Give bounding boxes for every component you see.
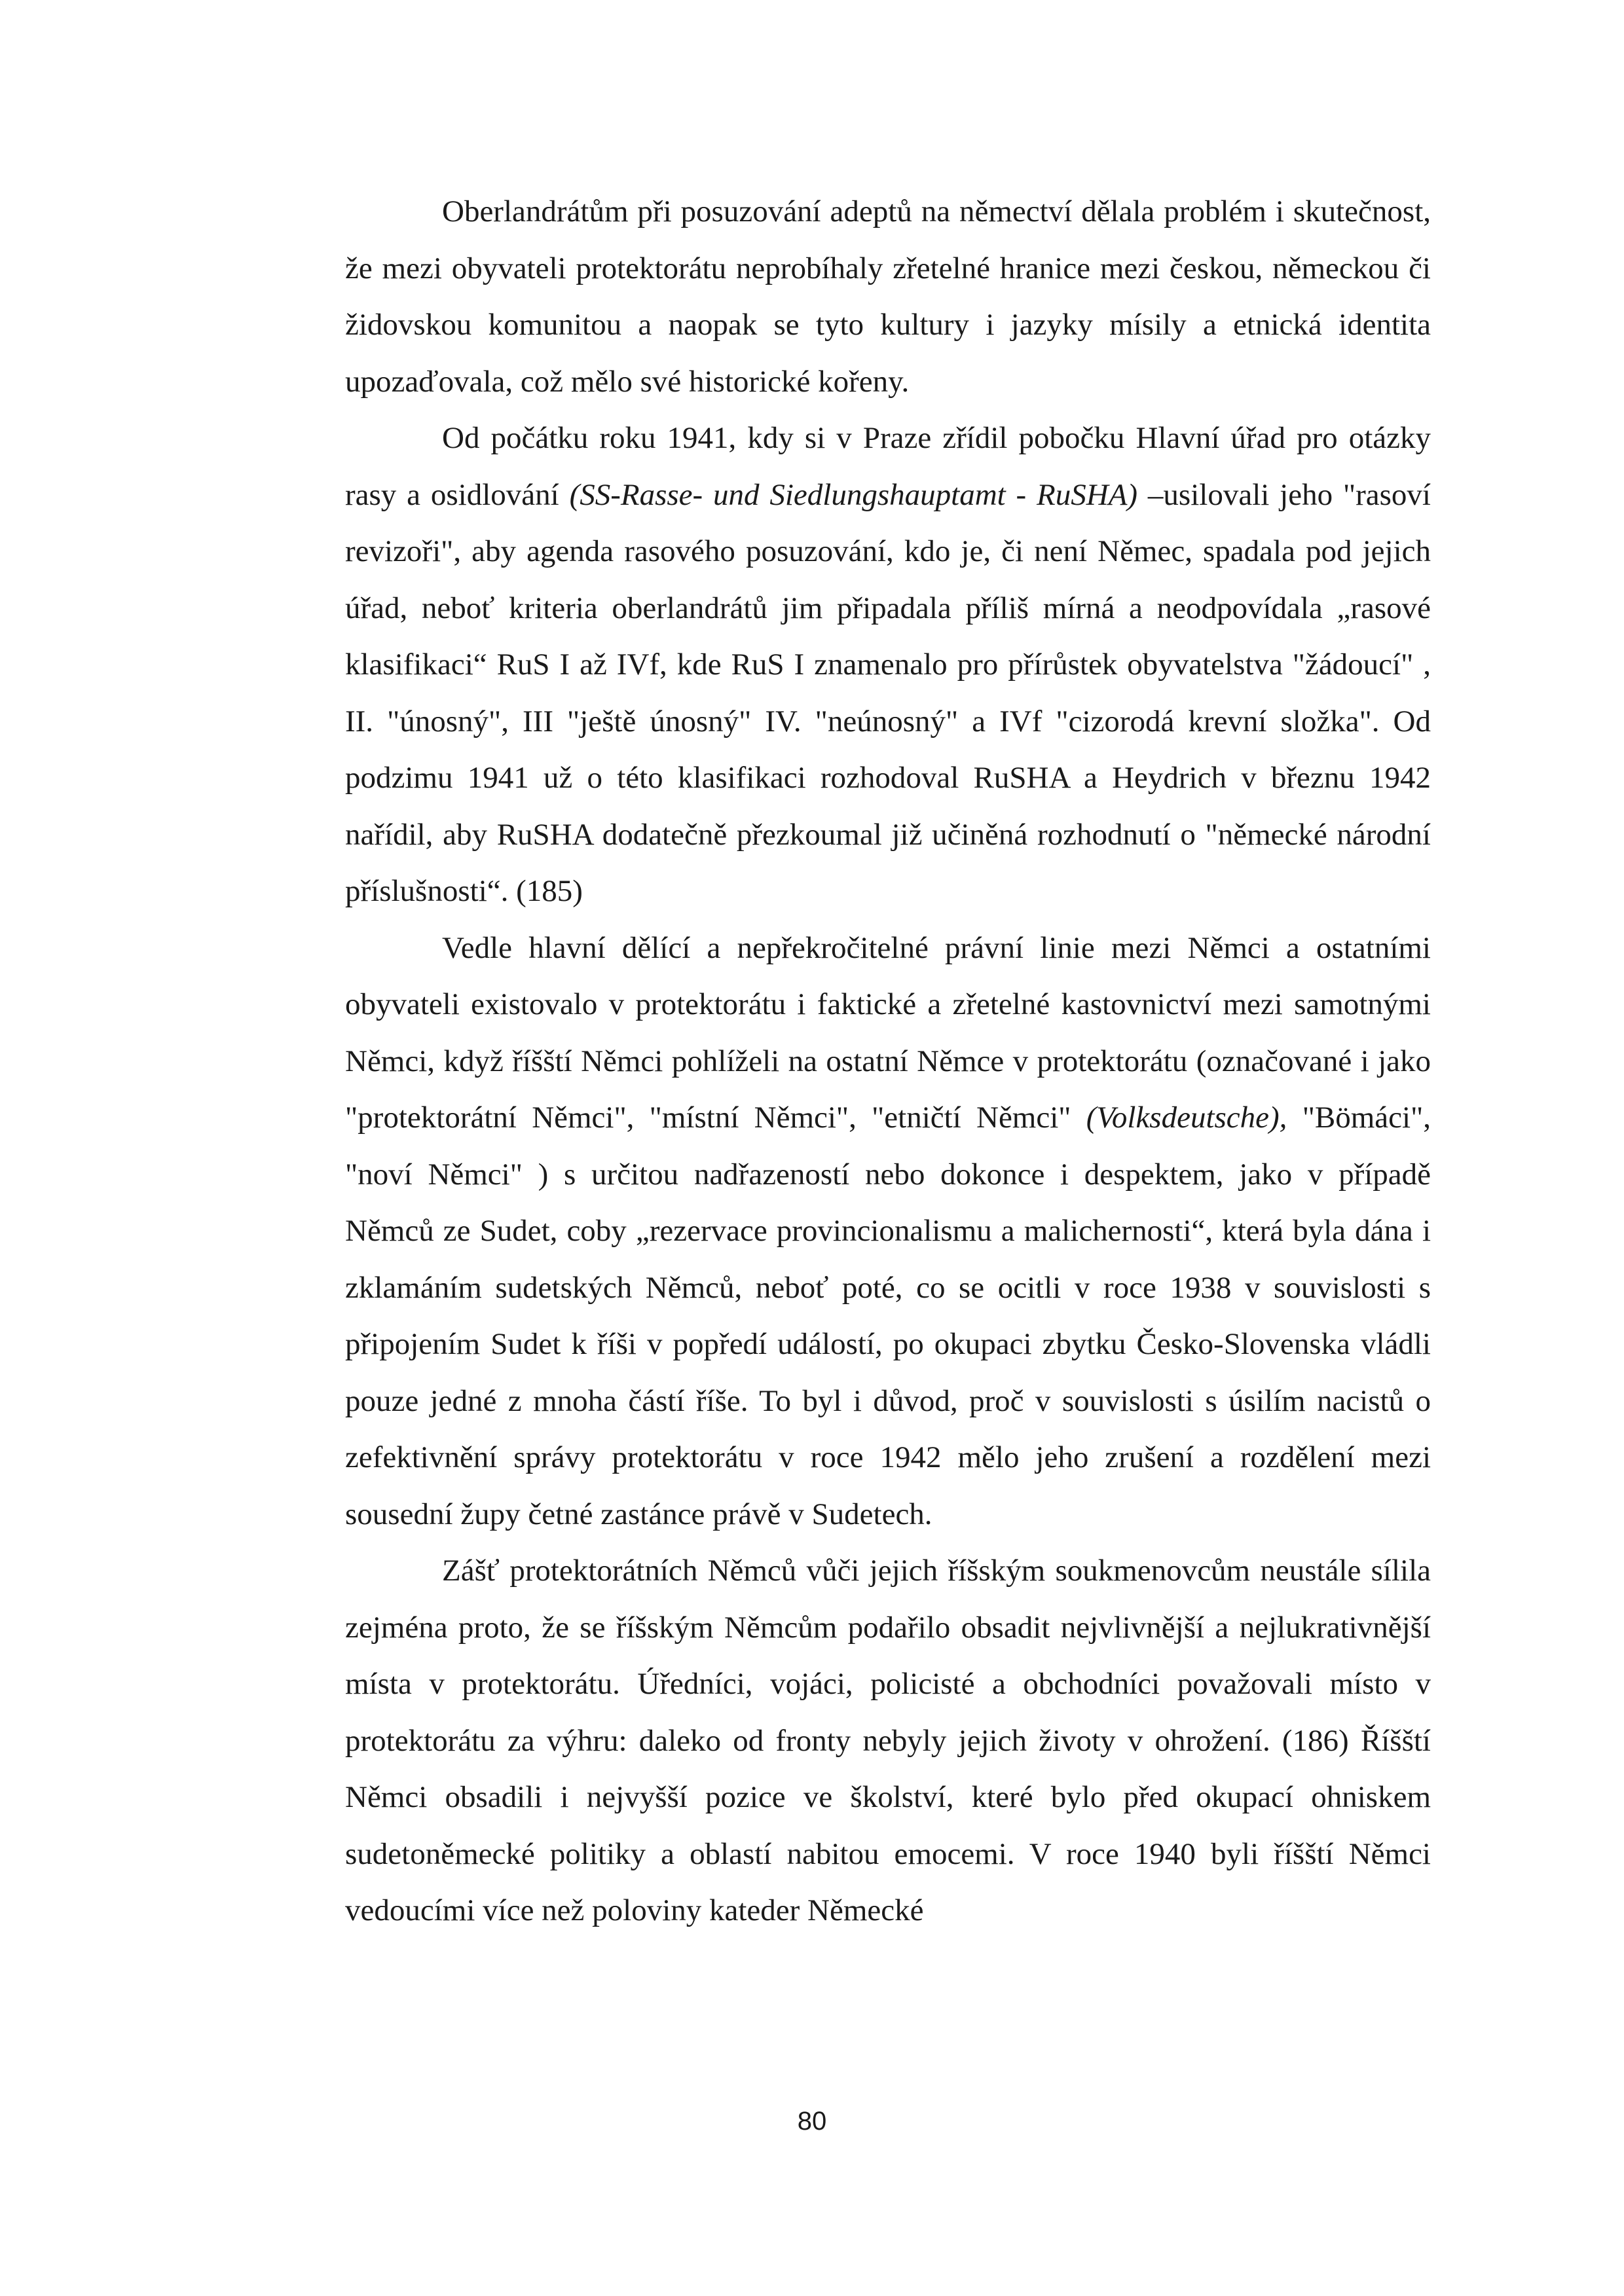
paragraph-4-text: Zášť protektorátních Němců vůči jejich říšským soukmenovcům neustále sílila zejména proto, že se říšským Němcům podařilo obsadit nejvlivnější a nejlukrativnější místa v protektorátu. Úředníci, vojáci, policisté a obchodníci považovali místo v protektorátu za výhru: daleko od fronty nebyly jejich životy v ohrožení. (186) Říšští Němci obsadili i nejvyšší pozice ve školství, které bylo před okupací ohniskem sudetoněmecké politiky a oblastí nabitou emocemi. V roce 1940 byli říšští Němci vedoucími více než poloviny kateder Německé — [345, 1554, 1431, 1927]
page-body — [345, 183, 1431, 1939]
page-number: 80 — [797, 2107, 827, 2136]
paragraph-3-text: Vedle hlavní dělící a nepřekročitelné právní linie mezi Němci a ostatními obyvateli existovalo v protektorátu i faktické a zřetelné kastovnictví mezi samotnými Němci, když říšští Němci pohlíželi na ostatní Němce v protektorátu (označované i jako "protektorátní Němci", "místní Němci", "etničtí Němci" — [345, 930, 1431, 1135]
paragraph-2-text: Od počátku roku 1941, kdy si v Praze zřídil pobočku Hlavní úřad pro otázky rasy a osidlování — [345, 421, 1431, 512]
paragraph-1 — [345, 183, 1431, 410]
paragraph-2-text-cont: –usilovali jeho "rasoví revizoři", aby agenda rasového posuzování, kdo je, či není Němec, spadala pod jejich úřad, neboť kriteria oberlandrátů jim připadala příliš mírná a neodpovídala „rasové klasifikaci“ RuS I až IVf, kde RuS I znamenalo pro přírůstek obyvatelstva "žádoucí" , II. "únosný", III "ještě únosný" IV. "neúnosný" a IVf "cizorodá krevní složka". Od podzimu 1941 už o této klasifikaci rozhodoval RuSHA a Heydrich v březnu 1942 nařídil, aby RuSHA dodatečně přezkoumal již učiněná rozhodnutí o "německé národní příslušnosti“. (185) — [345, 477, 1431, 908]
paragraph-4 — [345, 1542, 1431, 1939]
paragraph-3-text-cont: "Bömáci", "noví Němci" ) s určitou nadřazeností nebo dokonce i despektem, jako v případě Němců ze Sudet, coby „rezervace provincionalismu a malichernosti“, která byla dána i zklamáním sudetských Němců, neboť poté, co se ocitli v roce 1938 v souvislosti s připojením Sudet k říši v popředí událostí, po okupaci zbytku Česko-Slovenska vládli pouze jedné z mnoha částí říše. To byl i důvod, proč v souvislosti s úsilím nacistů o zefektivnění správy protektorátu v roce 1942 mělo jeho zrušení a rozdělení mezi sousední župy četné zastánce právě v Sudetech. — [345, 1101, 1431, 1531]
paragraph-3 — [345, 920, 1431, 1543]
paragraph-2-italic-term: (SS-Rasse- und Siedlungshauptamt - RuSHA) — [569, 477, 1138, 512]
paragraph-3-italic-term: (Volksdeutsche), — [1086, 1101, 1287, 1135]
paragraph-1-text: Oberlandrátům při posuzování adeptů na němectví dělala problém i skutečnost, že mezi obyvateli protektorátu neprobíhaly zřetelné hranice mezi českou, německou či židovskou komunitou a naopak se tyto kultury i jazyky mísily a etnická identita upozaďovala, což mělo své historické kořeny. — [345, 194, 1431, 399]
paragraph-2 — [345, 410, 1431, 920]
